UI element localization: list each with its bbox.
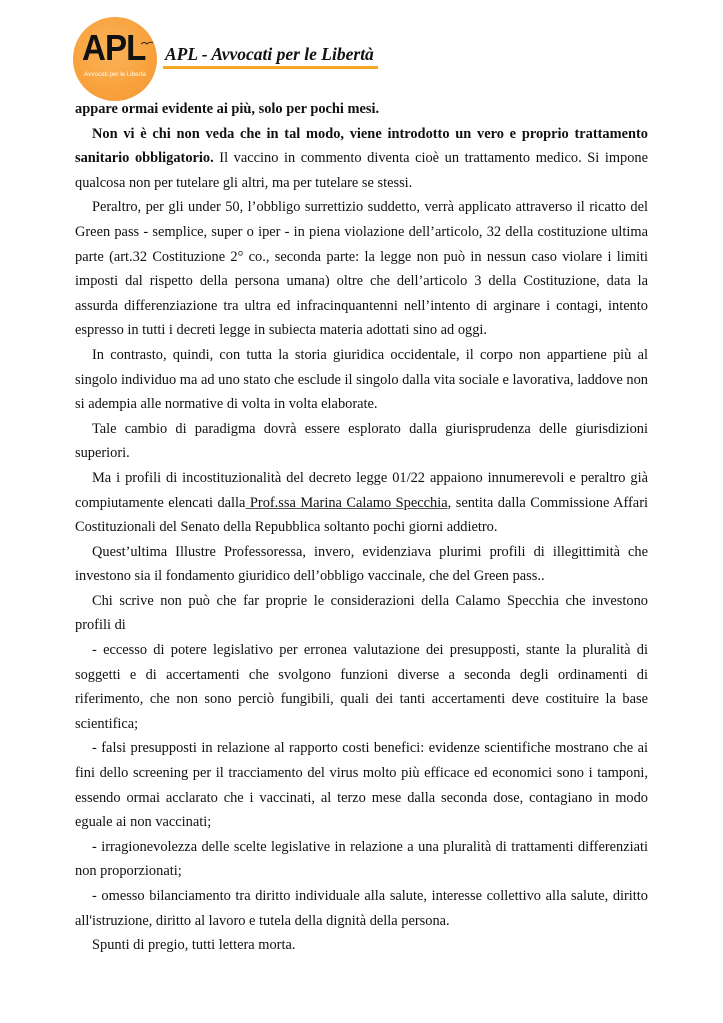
bird-icon [141,41,153,47]
page-header [0,0,723,100]
paragraph-text: Ma i profili di incostituzionalità del decreto legge 01/22 appaiono innumerevoli e peraltro già compiutamente elencati dalla [75,469,648,511]
list-item: - omesso bilanciamento tra diritto individuale alla salute, interesse collettivo alla salute, diritto all'istruzione, diritto al lavoro e tutela della dignità della persona. [75,888,648,929]
logo-letters: APL [82,27,146,68]
apl-logo [73,17,157,101]
list-item: - falsi presupposti in relazione al rapporto costi benefici: evidenze scientifiche mostrano che ai fini dello screening per il tracciamento del virus molto più efficace ed economici sono i tamponi, essendo ormai acclarato che i vaccinati, al terzo mese dalla seconda dose, contagiano in modo eguale ai non vaccinati; [75,740,648,831]
logo-subtitle: Avvocati per le Libertà [84,71,146,78]
paragraph: Tale cambio di paradigma dovrà essere esplorato dalla giurisprudenza delle giurisdizioni superiori. [75,420,648,462]
paragraph: Spunti di pregio, tutti lettera morta. [92,937,296,954]
paragraph-text: , sentita dalla Commissione Affari Costituzionali del Senato della Repubblica soltanto pochi giorni addietro. [75,494,648,536]
brand-title: APL - Avvocati per le Libertà [165,44,374,64]
paragraph [75,466,648,540]
list-item: - irragionevolezza delle scelte legislative in relazione a una pluralità di trattamenti differenziati non proporzionati; [75,838,648,880]
paragraph [75,122,648,196]
prof-calamo-specchia-link[interactable]: Prof.ssa Marina Calamo Specchia [245,494,448,511]
brand-underline-divider [163,66,378,69]
list-item: - eccesso di potere legislativo per erronea valutazione dei presupposti, stante la pluralità di soggetti e di accertamenti che svolgono funzioni diverse a seconda degli ordinamenti di riferimento, che non sono perciò fungibili, quali dei tanti accertamenti deve costituire la base scientifica; [75,642,648,732]
paragraph-continuation: appare ormai evidente ai più, solo per pochi mesi. [75,101,380,117]
paragraph: Peraltro, per gli under 50, l’obbligo surrettizio suddetto, verrà applicato attraverso il ricatto del Green pass - semplice, super o iper - in piena violazione dell’articolo, 32 della costituzione ultima parte (art.32 Costituzione 2° co., seconda parte: la legge non può in nessun caso violare i limiti imposti dal rispetto della persona umana) oltre che dell’articolo 3 della Costituzione, data la assurda differenziazione tra ultra ed infracinquantenni nell’intento di arginare i contagi, intento espresso in tutti i decreti legge in subiecta materia adottati sino ad oggi. [75,199,648,339]
bold-statement: Non vi è chi non veda che in tal modo, viene introdotto un vero e proprio trattamento sanitario obbligatorio. [75,125,648,167]
paragraph: In contrasto, quindi, con tutta la storia giuridica occidentale, il corpo non appartiene più al singolo individuo ma ad uno stato che esclude il singolo dalla vita sociale e lavorativa, laddove non si adempia alle normative di volta in volta elaborate. [75,346,648,413]
paragraph-text: Il vaccino in commento diventa cioè un trattamento medico. Si impone qualcosa non per tutelare gli altri, ma per tutelare se stessi. [75,150,649,191]
document-body [75,97,648,958]
paragraph: Quest’ultima Illustre Professoressa, invero, evidenziava plurimi profili di illegittimità che investono sia il fondamento giuridico dell’obbligo vaccinale, che del Green pass.. [75,543,648,585]
paragraph: Chi scrive non può che far proprie le considerazioni della Calamo Specchia che investono profili di [75,592,648,634]
